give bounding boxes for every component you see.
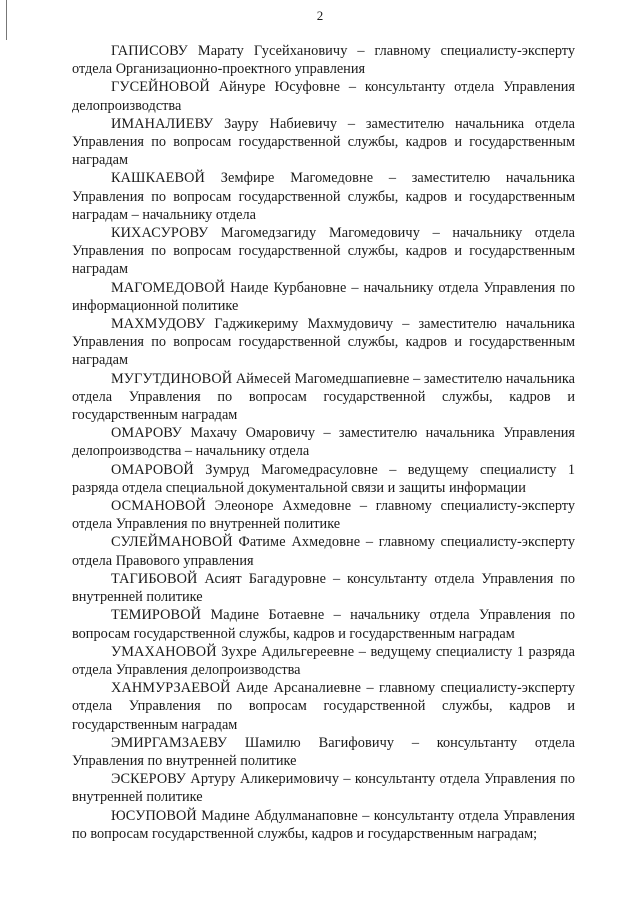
list-entry — [72, 169, 575, 224]
entry-name: ЮСУПОВОЙ Мадине Абдулманаповне — [111, 807, 358, 824]
entry-name: СУЛЕЙМАНОВОЙ Фатиме Ахмедовне — [111, 534, 361, 551]
entry-position: – ведущему специалисту 1 разряда отдела Управления делопроизводства — [72, 643, 576, 678]
entry-position: – начальнику отдела Управления по информационной политике — [72, 279, 575, 314]
entry-position: – главному специалисту-эксперту отдела Управления по внутренней политике — [72, 498, 575, 533]
entry-position: – ведущему специалисту 1 разряда отдела специальной документальной связи и защиты информации — [72, 461, 575, 496]
entry-name: КИХАСУРОВУ Магомедзагиду Магомедовичу — [111, 225, 420, 242]
list-entry — [72, 770, 575, 806]
entry-name: ГУСЕЙНОВОЙ Айнуре Юсуфовне — [111, 79, 341, 96]
entry-name: ГАПИСОВУ Марату Гусейхановичу — [111, 43, 348, 59]
entry-name: ИМАНАЛИЕВУ Зауру Набиевичу — [111, 115, 338, 132]
entry-name: ОСМАНОВОЙ Элеоноре Ахмедовне — [111, 498, 352, 515]
entry-position: – начальнику отдела Управления по вопросам государственной службы, кадров и государственным наградам — [72, 225, 575, 278]
entry-name: МУГУТДИНОВОЙ Аймесей Магомедшапиевне — [111, 370, 410, 387]
entry-position: – заместителю начальника Управления по вопросам государственной службы, кадров и государственным наградам – начальнику отдела — [72, 170, 576, 223]
entry-name: МАХМУДОВУ Гаджикериму Махмудовичу — [111, 316, 394, 333]
entry-position: – консультанту отдела Управления по внутренней политике — [72, 734, 575, 769]
entry-name: ТАГИБОВОЙ Асият Багадуровне — [111, 570, 327, 587]
entry-position: – главному специалисту-эксперту отдела Правового управления — [72, 534, 575, 569]
entry-name: ТЕМИРОВОЙ Мадине Ботаевне — [111, 607, 325, 624]
list-entry — [72, 679, 575, 734]
entry-position: – начальнику отдела Управления по вопросам государственной службы, кадров и государственным наградам — [72, 607, 575, 642]
list-entry — [72, 734, 575, 770]
entry-name: ЭМИРГАМЗАЕВУ Шамилю Вагифовичу — [111, 734, 395, 751]
entry-position: – консультанту отдела Управления по внутренней политике — [72, 771, 575, 806]
list-entry — [72, 807, 575, 843]
list-entry — [72, 424, 575, 460]
page-number: 2 — [316, 8, 324, 23]
list-entry — [72, 497, 575, 533]
list-entry — [72, 279, 575, 315]
entry-name: ХАНМУРЗАЕВОЙ Аиде Арсаналиевне — [111, 680, 362, 697]
entry-name: ОМАРОВОЙ Зумруд Магомедрасуловне — [111, 461, 378, 478]
entry-position: – заместителю начальника Управления по вопросам государственной службы, кадров и государственным наградам — [72, 316, 575, 369]
entry-position: – консультанту отдела Управления по внутренней политике — [72, 570, 575, 606]
entry-position: – главному специалисту-эксперту отдела Управления по вопросам государственной службы, кадров и государственным наградам — [72, 680, 575, 733]
entry-name: КАШКАЕВОЙ Земфире Магомедовне — [111, 170, 374, 187]
entry-position: – главному специалисту-эксперту отдела Организационно-проектного управления — [72, 43, 575, 78]
entry-name: УМАХАНОВОЙ Зухре Адильгереевне — [111, 643, 355, 660]
award-list — [72, 42, 575, 843]
entry-position: – консультанту отдела Управления делопроизводства — [72, 79, 576, 114]
list-entry — [72, 533, 575, 569]
entry-name: ОМАРОВУ Махачу Омаровичу — [111, 425, 316, 442]
list-entry — [72, 78, 575, 114]
list-entry — [72, 42, 575, 78]
list-entry — [72, 115, 575, 170]
list-entry — [72, 224, 575, 279]
list-entry — [72, 461, 575, 497]
entry-name: МАГОМЕДОВОЙ Наиде Курбановне — [111, 279, 347, 296]
list-entry — [72, 643, 575, 679]
entry-position: – заместителю начальника Управления делопроизводства – начальнику отдела — [72, 425, 575, 460]
entry-position: – консультанту отдела Управления по вопросам государственной службы, кадров и государственным наградам; — [72, 807, 575, 842]
entry-position: – заместителю начальника отдела Управления по вопросам государственной службы, кадров и государственным наградам — [72, 115, 576, 169]
list-entry — [72, 606, 575, 642]
entry-name: ЭСКЕРОВУ Артуру Аликеримовичу — [111, 771, 340, 788]
list-entry — [72, 370, 575, 425]
entry-position: – заместителю начальника отдела Управления по вопросам государственной службы, кадров и государственным наградам — [72, 370, 575, 424]
list-entry — [72, 570, 575, 606]
list-entry — [72, 315, 575, 370]
